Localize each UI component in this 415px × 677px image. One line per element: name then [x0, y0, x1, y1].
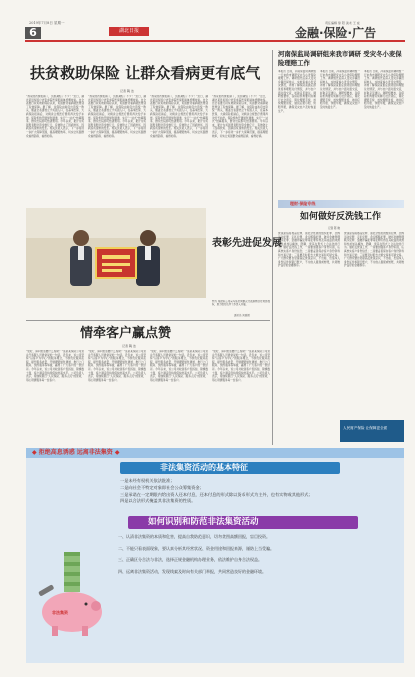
panel2-item: 四、远离非法集资活动，发现线索及时向有关部门举报，共同营造良好的金融环境。	[118, 568, 266, 574]
right2-body-col2: 洗钱是指将毒品犯罪、黑社会性质的组织犯罪、恐怖活动犯罪、走私犯罪、贪污贿赂犯罪、破坏金融管理秩序犯罪、金融诈骗犯罪等犯罪所得及其收益的来源和性质加以掩饰、隐瞒，使其在形式上合法化的行为。做好反洗钱工作，一是要加强客户身份识别，认真核实客户身份信息；二是要妥善保存客户身份资料和交易记录；三是要及时报告大额交易和可疑交易。广大群众要自觉提高反洗钱意识，不出租、出借本人身份证件和银行账户，不为他人提现或转账，共同维护良好的金融秩序。	[344, 232, 404, 268]
header-editor-info: 责任编辑 徐 阳 美术 王 成	[325, 21, 360, 25]
panel2-item: 一、认清非法集资的本质和危害，提高自我防范意识，切勿贪图高额回报，盲目投资。	[118, 534, 270, 539]
paper-name: 湖北日报	[109, 27, 149, 36]
panel2-list	[118, 534, 400, 575]
bottom-headline: 情牵客户赢点赞	[80, 326, 172, 341]
piggy-label: 非法集资	[52, 610, 68, 615]
right-headline: 河南保监局调研组来我市调研 受灾冬小麦保险理赔工作	[278, 50, 402, 67]
bottom-body-col1: “您好，请问您需要什么帮助？”这是某保险公司营业厅客服人员最常说的一句话。近年来，该公司坚持“以客户为中心”的服务理念，不断优化服务流程，提升服务质量，开通理赔绿色通道，推行上门服务、预约服务等举措，赢得了广大客户的一致好评。今年以来，该公司共收到客户表扬信、锦旗数十面，客户满意度持续保持较高水平。公司负责人表示，将继续践行“人民保险、服务人民”的使命，用心用情服务每一位客户。	[26, 350, 84, 382]
panel1-title-text: 非法集资活动的基本特征	[160, 463, 248, 472]
photo-caption: 图为 某保险公司向当地贫困群众代表捐赠扶贫救助保险，助力脱贫攻坚工作深入开展。	[212, 300, 270, 307]
panel2-title	[128, 516, 358, 529]
main-byline: 记者 陶 洁	[120, 89, 134, 93]
right-body-col2: 本报讯 日前，河南保监局调研组一行来我市调研受灾冬小麦保险理赔工作。调研组先后深入受灾乡镇田间地头，实地查看小麦受灾情况，详细了解保险查勘定损进度和理赔兑付情况，并与农户面对面交流，听取意见建议。调研组要求，各保险机构要切实履行社会责任，简化理赔手续，加快理赔进度，做到应赔尽赔、快赔早赔，确保受灾农户及时恢复生产。	[320, 70, 360, 109]
panel1-list	[120, 478, 400, 505]
ad-banner	[340, 420, 404, 442]
main-body-col3: “我家的药费报销了，负担减轻了不少！”近日，湖北某县贫困户老张拿着医保报销单感慨地说。自全省推行扶贫救助保险以来，贫困群众看病就医得到了有效保障。据了解，该保险由政府出资统一购买，覆盖全省建档立卡贫困人口，在基本医保、大病保险报销后，对剩余合规医疗费用再次给予补偿。保险机构开通绿色通道，实行“一站式”结算服务，群众出院即可结清费用。今年以来，累计为贫困患者赔付资金数亿元，有效防止了因病致贫、因病返贫现象的发生。相关负责人表示，下一步将进一步扩大保障范围，提高理赔效率，切实让贫困群众看得起病、看得好病。	[150, 95, 208, 138]
column-logo	[278, 200, 404, 208]
bottom-banner	[26, 448, 404, 458]
right2-headline: 如何做好反洗钱工作	[300, 212, 382, 222]
panel2-item: 二、不能只看表面现象，要认真分析其经营状况、资金用途和回报来源，谨防上当受骗。	[118, 545, 274, 551]
panel2-item: 三、正确区分合法与非法，选择正规金融机构办理业务，依法维护自身合法权益。	[118, 557, 262, 563]
panel1-item: 二是向社会不特定对象即社会公众筹集资金；	[120, 484, 204, 490]
panel2-title-text: 如何识别和防范非法集资活动	[148, 517, 259, 527]
bottom-banner-label: ◆ 拒绝高息诱惑 远离非法集资 ◆	[32, 449, 120, 456]
right-body-col3: 本报讯 日前，河南保监局调研组一行来我市调研受灾冬小麦保险理赔工作。调研组先后深入受灾乡镇田间地头，实地查看小麦受灾情况，详细了解保险查勘定损进度和理赔兑付情况，并与农户面对面交流，听取意见建议。调研组要求，各保险机构要切实履行社会责任，简化理赔手续，加快理赔进度，做到应赔尽赔、快赔早赔，确保受灾农户及时恢复生产。	[364, 70, 404, 109]
award-headline: 表彰先进促发展	[212, 238, 282, 249]
section-title: 金融·保险·广告	[295, 26, 377, 40]
main-body-col4: “我家的药费报销了，负担减轻了不少！”近日，湖北某县贫困户老张拿着医保报销单感慨地说。自全省推行扶贫救助保险以来，贫困群众看病就医得到了有效保障。据了解，该保险由政府出资统一购买，覆盖全省建档立卡贫困人口，在基本医保、大病保险报销后，对剩余合规医疗费用再次给予补偿。保险机构开通绿色通道，实行“一站式”结算服务，群众出院即可结清费用。今年以来，累计为贫困患者赔付资金数亿元，有效防止了因病致贫、因病返贫现象的发生。相关负责人表示，下一步将进一步扩大保障范围，提高理赔效率，切实让贫困群众看得起病、看得好病。	[212, 95, 268, 138]
panel1-item: 一是未经有权机关依法批准；	[120, 478, 175, 483]
section-divider	[26, 320, 270, 321]
photo-illustration	[26, 208, 206, 298]
bottom-body-col3: “您好，请问您需要什么帮助？”这是某保险公司营业厅客服人员最常说的一句话。近年来，该公司坚持“以客户为中心”的服务理念，不断优化服务流程，提升服务质量，开通理赔绿色通道，推行上门服务、预约服务等举措，赢得了广大客户的一致好评。今年以来，该公司共收到客户表扬信、锦旗数十面，客户满意度持续保持较高水平。公司负责人表示，将继续践行“人民保险、服务人民”的使命，用心用情服务每一位客户。	[150, 350, 208, 382]
bottom-body-col2: “您好，请问您需要什么帮助？”这是某保险公司营业厅客服人员最常说的一句话。近年来，该公司坚持“以客户为中心”的服务理念，不断优化服务流程，提升服务质量，开通理赔绿色通道，推行上门服务、预约服务等举措，赢得了广大客户的一致好评。今年以来，该公司共收到客户表扬信、锦旗数十面，客户满意度持续保持较高水平。公司负责人表示，将继续践行“人民保险、服务人民”的使命，用心用情服务每一位客户。	[88, 350, 146, 382]
right2-body-col1: 洗钱是指将毒品犯罪、黑社会性质的组织犯罪、恐怖活动犯罪、走私犯罪、贪污贿赂犯罪、破坏金融管理秩序犯罪、金融诈骗犯罪等犯罪所得及其收益的来源和性质加以掩饰、隐瞒，使其在形式上合法化的行为。做好反洗钱工作，一是要加强客户身份识别，认真核实客户身份信息；二是要妥善保存客户身份资料和交易记录；三是要及时报告大额交易和可疑交易。广大群众要自觉提高反洗钱意识，不出租、出借本人身份证件和银行账户，不为他人提现或转账，共同维护良好的金融秩序。	[278, 232, 340, 268]
piggy-bank-icon	[36, 548, 108, 643]
main-body-col2: “我家的药费报销了，负担减轻了不少！”近日，湖北某县贫困户老张拿着医保报销单感慨地说。自全省推行扶贫救助保险以来，贫困群众看病就医得到了有效保障。据了解，该保险由政府出资统一购买，覆盖全省建档立卡贫困人口，在基本医保、大病保险报销后，对剩余合规医疗费用再次给予补偿。保险机构开通绿色通道，实行“一站式”结算服务，群众出院即可结清费用。今年以来，累计为贫困患者赔付资金数亿元，有效防止了因病致贫、因病返贫现象的发生。相关负责人表示，下一步将进一步扩大保障范围，提高理赔效率，切实让贫困群众看得起病、看得好病。	[88, 95, 146, 138]
page-number: 6	[25, 27, 41, 39]
award-photo	[26, 208, 206, 298]
bottom-byline: 记者 陶 洁	[122, 344, 136, 348]
main-headline: 扶贫救助保险 让群众看病更有底气	[30, 64, 261, 82]
header-rule	[25, 40, 405, 42]
right2-byline: 记者 陈 晓	[328, 227, 341, 230]
panel1-item: 三是承诺在一定期限内给出资人还本付息，还本付息的形式除以货币形式为主外，也有实物或其他形式；	[120, 491, 313, 497]
column-logo-label: 理财·保险专线	[290, 201, 316, 206]
piggy-illustration	[36, 548, 108, 643]
bottom-body-col4: “您好，请问您需要什么帮助？”这是某保险公司营业厅客服人员最常说的一句话。近年来，该公司坚持“以客户为中心”的服务理念，不断优化服务流程，提升服务质量，开通理赔绿色通道，推行上门服务、预约服务等举措，赢得了广大客户的一致好评。今年以来，该公司共收到客户表扬信、锦旗数十面，客户满意度持续保持较高水平。公司负责人表示，将继续践行“人民保险、服务人民”的使命，用心用情服务每一位客户。	[212, 350, 270, 382]
panel1-title	[120, 462, 340, 474]
panel1-item: 四是以合法形式掩盖其非法集资的性质。	[120, 498, 196, 504]
header	[25, 21, 405, 39]
header-date: 2019年7月8日 星期一	[29, 21, 65, 25]
main-body-col1: “我家的药费报销了，负担减轻了不少！”近日，湖北某县贫困户老张拿着医保报销单感慨地说。自全省推行扶贫救助保险以来，贫困群众看病就医得到了有效保障。据了解，该保险由政府出资统一购买，覆盖全省建档立卡贫困人口，在基本医保、大病保险报销后，对剩余合规医疗费用再次给予补偿。保险机构开通绿色通道，实行“一站式”结算服务，群众出院即可结清费用。今年以来，累计为贫困患者赔付资金数亿元，有效防止了因病致贫、因病返贫现象的发生。相关负责人表示，下一步将进一步扩大保障范围，提高理赔效率，切实让贫困群众看得起病、看得好病。	[26, 95, 84, 138]
ad-banner-text: 人民财产保险 让保障更全面	[343, 426, 388, 430]
right-body-col1: 本报讯 日前，河南保监局调研组一行来我市调研受灾冬小麦保险理赔工作。调研组先后深入受灾乡镇田间地头，实地查看小麦受灾情况，详细了解保险查勘定损进度和理赔兑付情况，并与农户面对面交流，听取意见建议。调研组要求，各保险机构要切实履行社会责任，简化理赔手续，加快理赔进度，做到应赔尽赔、快赔早赔，确保受灾农户及时恢复生产。	[278, 70, 316, 113]
photo-credit: 通讯员 刘丽摄	[234, 314, 250, 317]
